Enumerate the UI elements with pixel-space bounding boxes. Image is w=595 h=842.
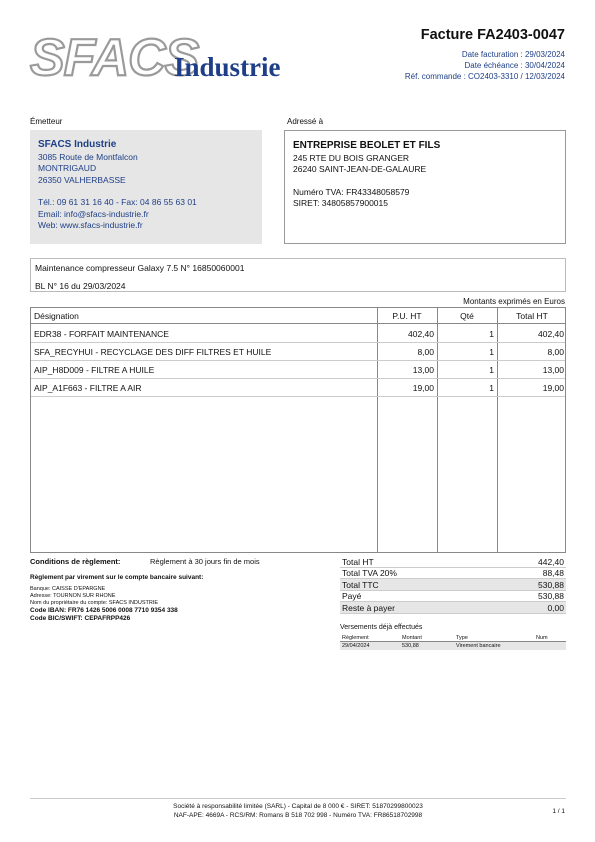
total-tva-row [340,568,566,580]
payments-title: Versements déjà effectués [340,624,423,631]
paid-label: Payé [342,591,362,601]
header-unit-price: P.U. HT [392,311,422,321]
header-total: Total HT [516,311,548,321]
info-line: Maintenance compresseur Galaxy 7.5 N° 16850060001 [35,263,245,273]
payment-amount: 530,88 [402,643,419,649]
payment-date: 29/04/2024 [342,643,370,649]
logo-industrie-text: Industrie [174,52,281,82]
items-table [30,307,566,553]
conditions-label: Conditions de règlement: [30,557,121,566]
legal-footer [30,798,566,820]
cell-designation: AIP_H8D009 - FILTRE A HUILE [34,365,155,375]
cell-unit-price: 19,00 [412,383,434,393]
invoice-header [405,27,565,82]
cell-unit-price: 13,00 [412,365,434,375]
cell-total: 19,00 [542,383,564,393]
table-header [31,308,565,324]
table-row [31,379,565,397]
total-ttc-label: Total TTC [342,579,379,590]
order-reference: Réf. commande : CO2403-3310 / 12/03/2024 [404,72,565,81]
cell-quantity: 1 [489,365,494,375]
cell-designation: EDR38 - FORFAIT MAINTENANCE [34,329,169,339]
table-row [31,343,565,361]
total-tva-value: 88,48 [542,568,564,578]
total-ht-row [340,556,566,568]
payments-header-montant: Montant [402,635,422,641]
total-ht-value: 442,40 [538,556,564,567]
recipient-vat: Numéro TVA: FR43348058579 [293,186,410,197]
payment-type: Virement bancaire [456,643,501,649]
footer-line: Société à responsabilité limitée (SARL) - Capital de 8 000 € - SIRET: 51870299800023 [173,803,423,810]
recipient-address-line: 26240 SAINT-JEAN-DE-GALAURE [293,164,427,174]
remaining-value: 0,00 [547,602,564,613]
cell-quantity: 1 [489,383,494,393]
header-designation: Désignation [34,311,79,321]
emitter-web: Web: www.sfacs-industrie.fr [38,220,143,230]
emitter-address-line: 26350 VALHERBASSE [38,174,126,185]
invoice-title: Facture FA2403-0047 [420,27,565,43]
emitter-email: Email: info@sfacs-industrie.fr [38,208,149,219]
emitter-address-line: MONTRIGAUD [38,163,97,173]
payments-header-reglement: Règlement [342,635,369,641]
payment-conditions [30,557,320,623]
iban: Code IBAN: FR76 1426 5006 0008 7710 9354 338 [30,607,178,614]
totals-block [340,556,566,614]
cell-quantity: 1 [489,329,494,339]
payments-made [340,624,566,650]
cell-designation: AIP_A1F663 - FILTRE A AIR [34,383,142,393]
cell-total: 13,00 [542,365,564,375]
cell-unit-price: 8,00 [417,347,434,357]
bic-swift: Code BIC/SWIFT: CEPAFRPP426 [30,615,131,622]
emitter-phone: Tél.: 09 61 31 16 40 - Fax: 04 86 55 63 01 [38,197,197,207]
emitter-address-line: 3085 Route de Montfalcon [38,151,138,162]
payment-row [340,642,566,650]
remaining-label: Reste à payer [342,602,395,613]
cell-unit-price: 402,40 [408,329,434,339]
total-ttc-row [340,579,566,591]
conditions-value: Règlement à 30 jours fin de mois [150,557,260,566]
total-ttc-value: 530,88 [538,579,564,590]
logo-sfacs-text: SFACS [30,29,199,87]
info-line: BL N° 16 du 29/03/2024 [35,281,126,291]
cell-total: 402,40 [538,329,564,339]
payments-header-num: Num [536,635,548,641]
recipient-name: ENTREPRISE BEOLET ET FILS [293,140,441,151]
cell-quantity: 1 [489,347,494,357]
paid-row [340,591,566,603]
payments-header [340,634,566,642]
company-logo [30,29,290,87]
header-quantity: Qté [460,311,474,321]
recipient-address-line: 245 RTE DU BOIS GRANGER [293,152,410,163]
total-ht-label: Total HT [342,556,374,567]
emitter-label: Émetteur [30,117,63,126]
paid-value: 530,88 [538,591,564,601]
table-row [31,361,565,379]
remaining-row [340,602,566,614]
page-number: 1 / 1 [552,808,565,815]
bank-name: Banque: CAISSE D'EPARGNE [30,586,106,592]
payments-header-type: Type [456,635,468,641]
bank-address: Adresse: TOURNON SUR RHONE [30,593,116,599]
invoice-date: Date facturation : 29/03/2024 [461,50,565,59]
recipient-box [284,130,566,244]
invoice-info-box [30,258,566,292]
recipient-siret: SIRET: 34805857900015 [293,198,388,208]
table-row [31,325,565,343]
cell-designation: SFA_RECYHUI - RECYCLAGE DES DIFF FILTRES ET HUILE [34,347,272,357]
emitter-name: SFACS Industrie [38,139,117,150]
emitter-box [30,130,262,244]
transfer-title: Règlement par virement sur le compte bancaire suivant: [30,574,204,581]
currency-note: Montants exprimés en Euros [463,297,565,306]
invoice-due-date: Date échéance : 30/04/2024 [464,61,565,70]
recipient-label: Adressé à [287,117,324,126]
account-owner: Nom du propriétaire du compte: SFACS INDUSTRIE [30,600,159,606]
total-tva-label: Total TVA 20% [342,568,397,578]
footer-line: NAF-APE: 4669A - RCS/RM: Romans B 518 702 998 - Numéro TVA: FR86518702998 [173,812,423,819]
cell-total: 8,00 [547,347,564,357]
